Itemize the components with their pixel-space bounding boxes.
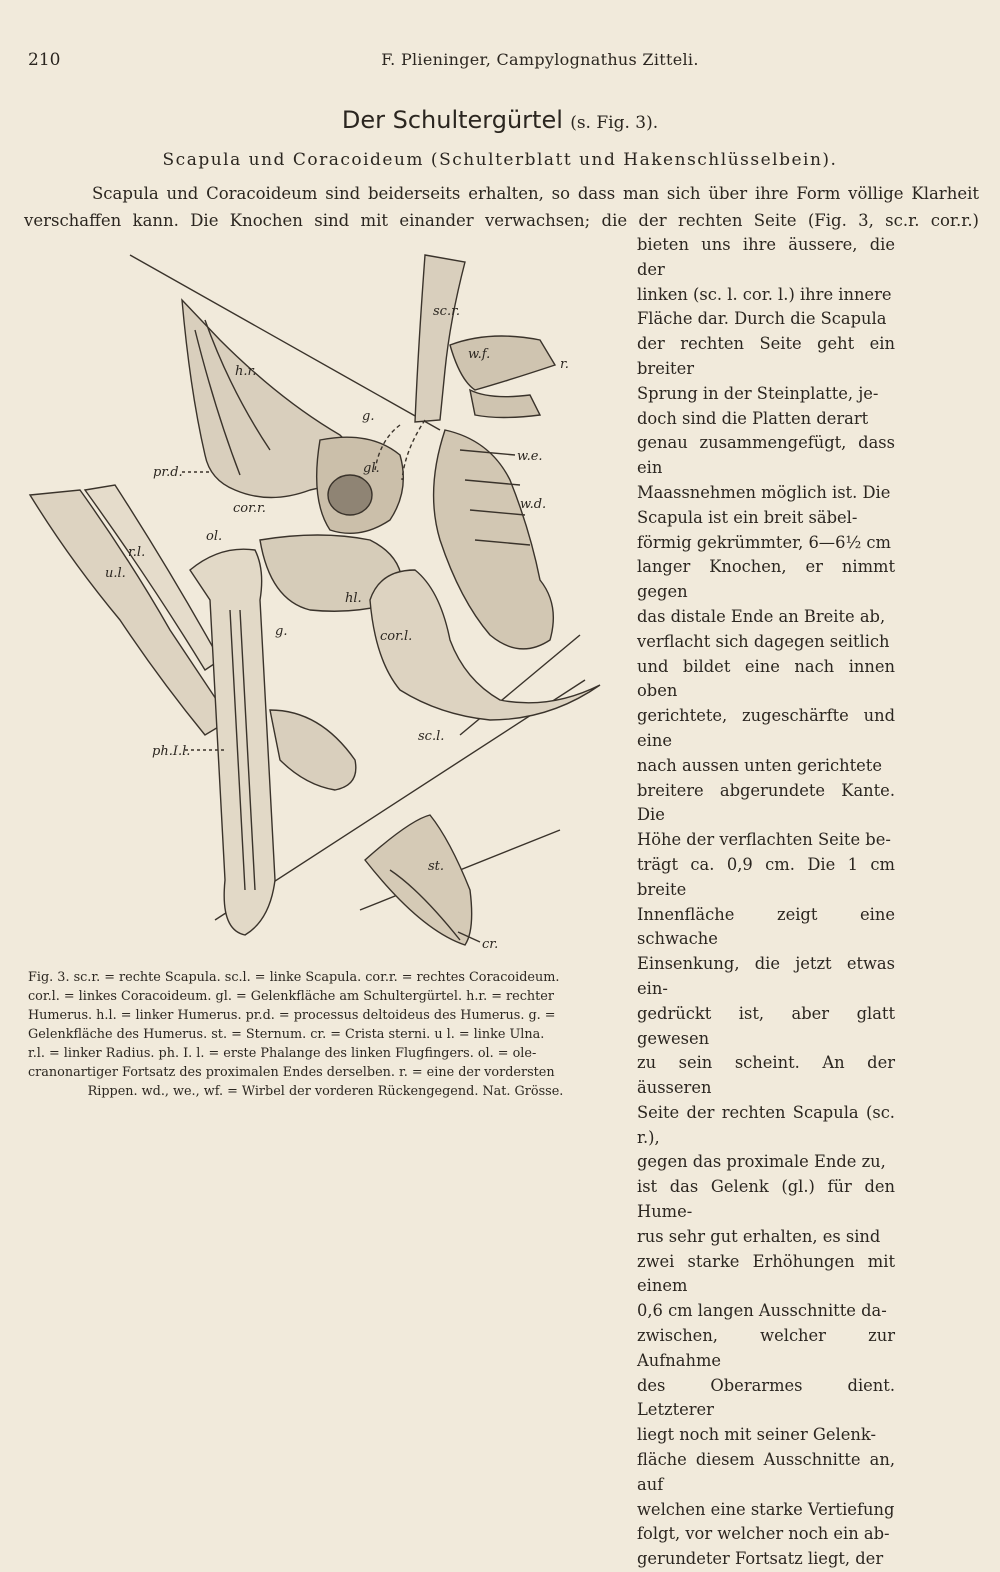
caption-line: Rippen. wd., we., wf. = Wirbel der vorderen Rückengegend. Nat. Grösse. (87, 1084, 564, 1099)
section-title-text: Der Schultergürtel (341, 106, 563, 134)
label-hl: hl. (345, 591, 362, 606)
text-line: zwei starke Erhöhungen mit einem (637, 1251, 895, 1296)
text-line: genau zusammengefügt, dass ein (637, 433, 895, 478)
right-scapula-shape (415, 255, 465, 422)
text-line: und bildet eine nach innen oben (637, 656, 895, 701)
text-line: förmig gekrümmter, 6—6½ cm (637, 532, 891, 552)
text-line: fläche diesem Ausschnitte an, auf (637, 1450, 895, 1494)
vertebra-wf-shape (450, 336, 555, 390)
label-cor-l: cor.l. (380, 629, 413, 644)
text-line: Seite der rechten Scapula (sc. r.), (637, 1102, 895, 1147)
label-g-top: g. (362, 409, 375, 424)
phalanx-shape (190, 549, 275, 935)
text-line: das distale Ende an Breite ab, (637, 606, 886, 626)
section-title (0, 106, 1000, 134)
text-line: linken (sc. l. cor. l.) ihre innere (637, 284, 892, 304)
label-r: r. (560, 357, 569, 372)
bone-end-shape (270, 710, 356, 790)
leader-line (402, 420, 425, 480)
text-line: Fläche dar. Durch die Scapula (637, 309, 887, 329)
text-line: zu sein scheint. An der äusseren (637, 1053, 895, 1098)
rib-shape (470, 390, 540, 418)
caption-line: Gelenkfläche des Humerus. st. = Sternum. cr. = Crista sterni. u l. = linke Ulna. (28, 1027, 545, 1042)
caption-line: Humerus. h.l. = linker Humerus. pr.d. = processus deltoideus des Humerus. g. = (28, 1008, 556, 1023)
text-line: ist das Gelenk (gl.) für den Hume- (637, 1177, 895, 1222)
label-ol: ol. (206, 529, 223, 544)
label-cor-r: cor.r. (233, 501, 266, 516)
caption-line: cranonartiger Fortsatz des proximalen Endes derselben. r. = eine der vordersten (28, 1065, 555, 1080)
label-cr: cr. (482, 937, 499, 952)
section-title-reference: (s. Fig. 3). (570, 113, 659, 133)
label-g-low: g. (275, 624, 288, 639)
text-line: langer Knochen, er nimmt gegen (637, 557, 895, 602)
text-line: zwischen, welcher zur Aufnahme (637, 1326, 895, 1370)
label-ph-i-l: ph.I.l. (152, 744, 191, 759)
text-line: 0,6 cm langen Ausschnitte da- (637, 1301, 887, 1321)
text-line: Scapula ist ein breit säbel- (637, 507, 858, 527)
text-line: Sprung in der Steinplatte, je- (637, 383, 879, 403)
text-line: bieten uns ihre äussere, die der (637, 235, 895, 279)
label-w-d: w.d. (520, 497, 547, 512)
caption-line: Fig. 3. sc.r. = rechte Scapula. sc.l. = linke Scapula. cor.r. = rechtes Coracoideum. (28, 970, 560, 985)
intro-paragraph (24, 180, 979, 234)
text-line: gedrückt ist, aber glatt gewesen (637, 1003, 895, 1048)
caption-line: r.l. = linker Radius. ph. I. l. = erste Phalange des linken Flugfingers. ol. = ole- (28, 1046, 537, 1061)
text-line: verflacht sich dagegen seitlich (637, 631, 890, 651)
body-text-column (637, 233, 895, 1572)
figure-caption (28, 968, 623, 1101)
section-subtitle: Scapula und Coracoideum (Schulterblatt und Hakenschlüsselbein). (162, 150, 838, 170)
intro-line-1: Scapula und Coracoideum sind beiderseits erhalten, so dass man sich über ihre Form völlige Klarheit (92, 184, 979, 203)
text-line: gerichtete, zugeschärfte und eine (637, 706, 895, 750)
label-sc-r: sc.r. (433, 304, 461, 319)
text-line: trägt ca. 0,9 cm. Die 1 cm breite (637, 854, 895, 899)
text-line: breitere abgerundete Kante. Die (637, 780, 895, 825)
label-w-f: w.f. (468, 347, 491, 362)
label-h-r: h.r. (235, 364, 257, 379)
text-line: nach aussen unten gerichtete (637, 755, 882, 775)
label-r-l: r.l. (128, 545, 146, 560)
sternum-shape (365, 815, 472, 945)
text-line: Maassnehmen möglich ist. Die (637, 482, 891, 502)
text-line: gerundeter Fortsatz liegt, der (637, 1549, 884, 1569)
glenoid-cavity (328, 475, 372, 515)
text-line: Höhe der verflachten Seite be- (637, 830, 891, 850)
text-line: welchen eine starke Vertiefung (637, 1499, 895, 1519)
figure-3-illustration (20, 240, 620, 960)
label-sc-l: sc.l. (418, 729, 445, 744)
text-line: doch sind die Platten derart (637, 408, 869, 428)
text-line: Innenfläche zeigt eine schwache (637, 904, 895, 949)
intro-line-2: verschaffen kann. Die Knochen sind mit einander verwachsen; die der rechten Seite (Fig. 3, sc.r. cor.r.) (24, 211, 979, 230)
label-st: st. (428, 859, 445, 874)
label-w-e: w.e. (517, 449, 543, 464)
page-number: 210 (28, 50, 61, 70)
label-u-l: u.l. (105, 566, 126, 581)
text-line: der rechten Seite geht ein breiter (637, 334, 895, 378)
label-pr-d: pr.d. (153, 465, 183, 480)
running-title: F. Plieninger, Campylognathus Zitteli. (381, 50, 699, 69)
text-line: folgt, vor welcher noch ein ab- (637, 1524, 890, 1544)
caption-line: cor.l. = linkes Coracoideum. gl. = Gelenkfläche am Schultergürtel. h.r. = rechter (28, 989, 554, 1004)
text-line: rus sehr gut erhalten, es sind (637, 1226, 881, 1246)
text-line: gegen das proximale Ende zu, (637, 1152, 886, 1172)
label-gl: gl. (363, 461, 380, 476)
text-line: des Oberarmes dient. Letzterer (637, 1375, 895, 1420)
text-line: liegt noch mit seiner Gelenk- (637, 1425, 876, 1445)
text-line: Einsenkung, die jetzt etwas ein- (637, 954, 895, 998)
